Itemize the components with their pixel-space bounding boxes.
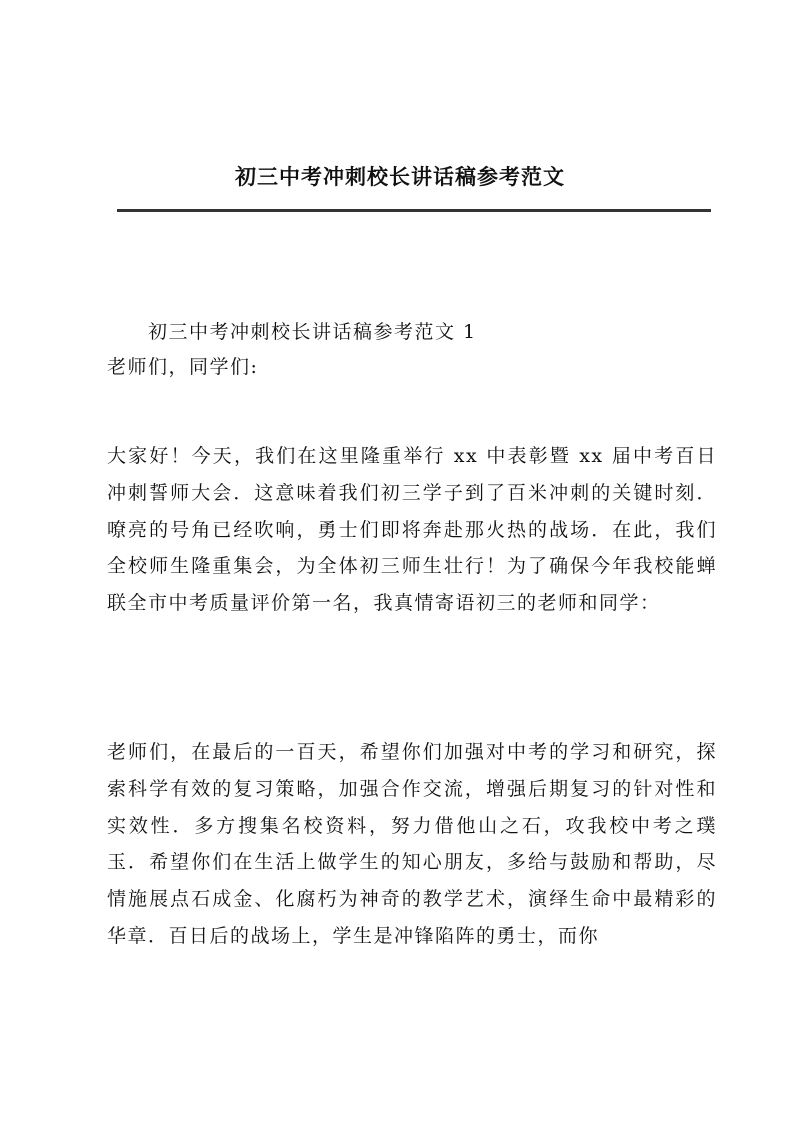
section-heading: 初三中考冲刺校长讲话稿参考范文 1 xyxy=(148,321,477,343)
title-underline xyxy=(117,209,711,212)
page-title: 初三中考冲刺校长讲话稿参考范文 xyxy=(235,164,565,189)
greeting-line: 老师们，同学们: xyxy=(107,356,259,378)
paragraph-opening: 大家好！今天，我们在这里隆重举行 xx 中表彰暨 xx 届中考百日冲刺誓师大会．这意味着我们初三学子到了百米冲刺的关键时刻．嘹亮的号角已经吹响，勇士们即将奔赴那火热的战场．在此，我们全校师生隆重集会，为全体初三师生壮行！为了确保今年我校能蝉联全市中考质量评价第一名，我真情寄语初三的老师和同学： xyxy=(107,445,717,615)
paragraph-teachers: 老师们，在最后的一百天，希望你们加强对中考的学习和研究，探索科学有效的复习策略，加强合作交流，增强后期复习的针对性和实效性．多方搜集名校资料，努力借他山之石，攻我校中考之璞玉．希望你们在生活上做学生的知心朋友，多给与鼓励和帮助，尽情施展点石成金、化腐朽为神奇的教学艺术，演绎生命中最精彩的华章．百日后的战场上，学生是冲锋陷阵的勇士，而你 xyxy=(107,741,717,947)
